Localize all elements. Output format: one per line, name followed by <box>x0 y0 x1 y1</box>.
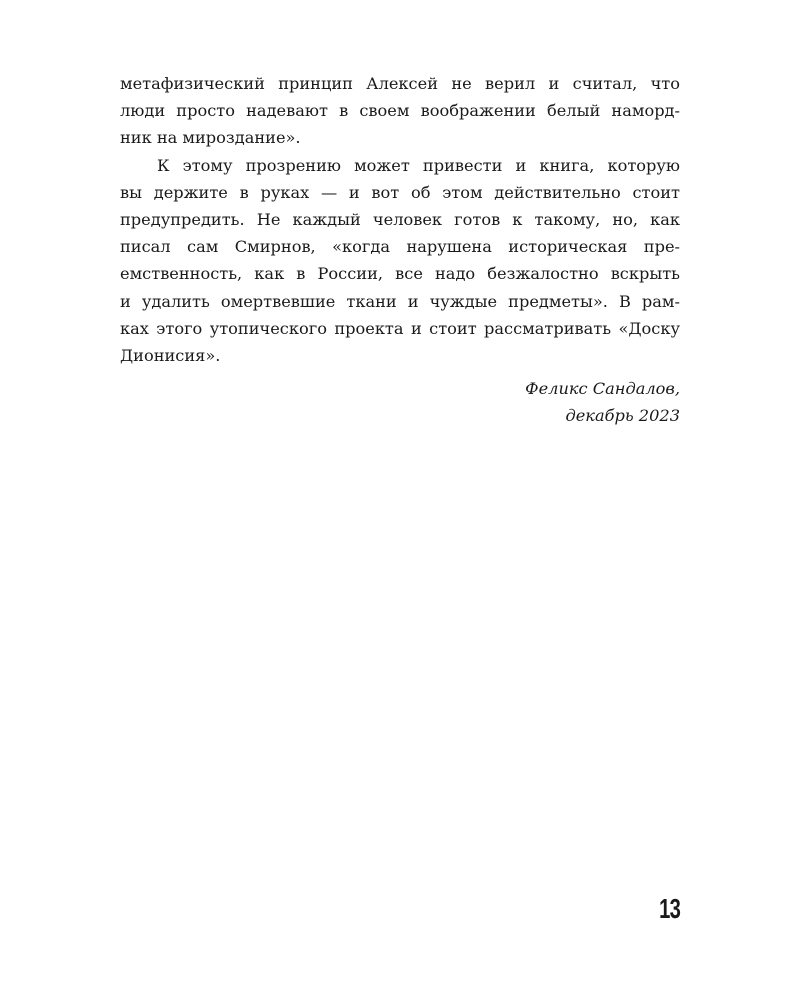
text-line: Дионисия». <box>120 345 221 365</box>
signature-author: Феликс Сандалов, <box>525 379 680 399</box>
text-line: предупредить. Не каждый человек готов к такому, но, как <box>120 209 680 229</box>
text-line: писал сам Смирнов, «когда нарушена историческая пре- <box>120 237 680 257</box>
text-line: метафизический принцип Алексей не верил и считал, что <box>120 74 680 93</box>
paragraph-2 <box>120 152 680 370</box>
text-line: и удалить омертвевшие ткани и чуждые предметы». В рам- <box>120 291 680 311</box>
text-line: К этому прозрению может привести и книга, которую <box>157 155 680 175</box>
text-line: емственность, как в России, все надо безжалостно вскрыть <box>120 264 680 284</box>
signature <box>120 375 680 429</box>
text-line: люди просто надевают в своем воображении белый наморд- <box>120 101 680 121</box>
signature-date: декабрь 2023 <box>565 406 680 426</box>
text-line: ник на мироздание». <box>120 128 301 148</box>
text-line: вы держите в руках — и вот об этом действительно стоит <box>120 182 680 202</box>
text-line: ках этого утопического проекта и стоит рассматривать «Доску <box>120 318 680 338</box>
paragraph-1 <box>120 70 680 152</box>
body-text <box>120 70 680 429</box>
page-number: 13 <box>659 893 680 924</box>
